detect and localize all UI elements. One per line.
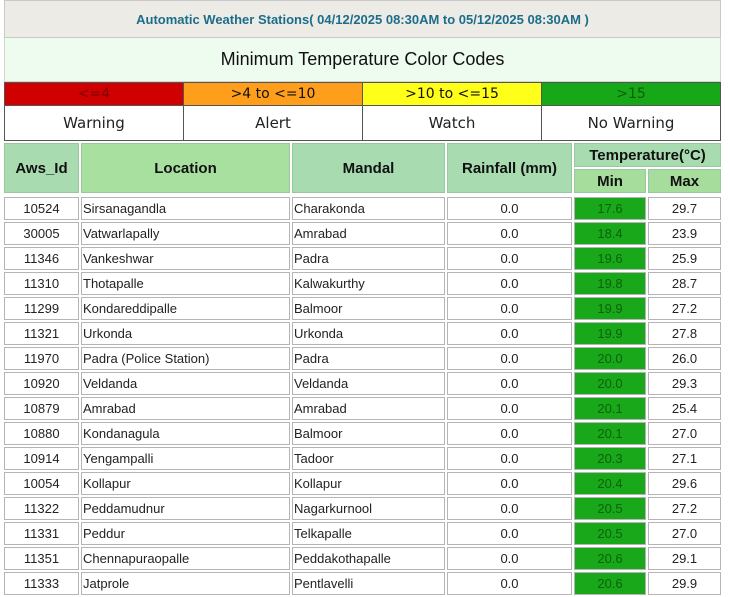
header-min[interactable]: Min — [574, 169, 646, 193]
table-row — [4, 547, 721, 570]
legend-range-watch: >10 to <=15 — [363, 83, 542, 106]
legend-range-no-warning: >15 — [542, 83, 721, 106]
cell-min-temp: 20.1 — [574, 422, 646, 445]
cell-min-temp: 20.0 — [574, 347, 646, 370]
cell-min-temp: 20.5 — [574, 497, 646, 520]
cell-rainfall: 0.0 — [447, 372, 572, 395]
cell-mandal: Urkonda — [292, 322, 445, 345]
table-row — [4, 347, 721, 370]
table-row — [4, 472, 721, 495]
cell-min-temp: 20.5 — [574, 522, 646, 545]
cell-mandal: Peddakothapalle — [292, 547, 445, 570]
cell-mandal: Telkapalle — [292, 522, 445, 545]
cell-max-temp: 26.0 — [648, 347, 721, 370]
header-aws-id[interactable]: Aws_Id — [4, 143, 79, 193]
cell-mandal: Balmoor — [292, 297, 445, 320]
table-row — [4, 372, 721, 395]
table-row — [4, 247, 721, 270]
cell-rainfall: 0.0 — [447, 397, 572, 420]
table-row — [4, 222, 721, 245]
cell-aws-id: 11351 — [4, 547, 79, 570]
cell-mandal: Pentlavelli — [292, 572, 445, 595]
cell-max-temp: 25.9 — [648, 247, 721, 270]
header-rainfall[interactable]: Rainfall (mm) — [447, 143, 572, 193]
cell-location: Peddur — [81, 522, 290, 545]
cell-aws-id: 10879 — [4, 397, 79, 420]
cell-min-temp: 19.6 — [574, 247, 646, 270]
cell-min-temp: 19.9 — [574, 322, 646, 345]
legend-label-alert: Alert — [184, 106, 363, 141]
cell-location: Peddamudnur — [81, 497, 290, 520]
cell-rainfall: 0.0 — [447, 472, 572, 495]
cell-location: Sirsanagandla — [81, 197, 290, 220]
cell-location: Vankeshwar — [81, 247, 290, 270]
cell-mandal: Amrabad — [292, 222, 445, 245]
cell-rainfall: 0.0 — [447, 322, 572, 345]
cell-min-temp: 20.4 — [574, 472, 646, 495]
cell-location: Padra (Police Station) — [81, 347, 290, 370]
cell-aws-id: 10880 — [4, 422, 79, 445]
cell-max-temp: 25.4 — [648, 397, 721, 420]
cell-min-temp: 18.4 — [574, 222, 646, 245]
header-temperature: Temperature(°C) — [574, 143, 721, 167]
cell-mandal: Amrabad — [292, 397, 445, 420]
cell-max-temp: 27.0 — [648, 522, 721, 545]
cell-location: Veldanda — [81, 372, 290, 395]
cell-aws-id: 11346 — [4, 247, 79, 270]
cell-location: Thotapalle — [81, 272, 290, 295]
cell-location: Kollapur — [81, 472, 290, 495]
table-row — [4, 322, 721, 345]
cell-aws-id: 10920 — [4, 372, 79, 395]
cell-max-temp: 27.1 — [648, 447, 721, 470]
cell-rainfall: 0.0 — [447, 272, 572, 295]
cell-location: Amrabad — [81, 397, 290, 420]
table-row — [4, 522, 721, 545]
cell-aws-id: 30005 — [4, 222, 79, 245]
table-row — [4, 272, 721, 295]
cell-rainfall: 0.0 — [447, 447, 572, 470]
cell-rainfall: 0.0 — [447, 547, 572, 570]
cell-min-temp: 19.8 — [574, 272, 646, 295]
cell-mandal: Balmoor — [292, 422, 445, 445]
table-row — [4, 497, 721, 520]
cell-aws-id: 11331 — [4, 522, 79, 545]
cell-aws-id: 11310 — [4, 272, 79, 295]
cell-location: Vatwarlapally — [81, 222, 290, 245]
cell-mandal: Nagarkurnool — [292, 497, 445, 520]
cell-aws-id: 11321 — [4, 322, 79, 345]
cell-location: Jatprole — [81, 572, 290, 595]
cell-aws-id: 10524 — [4, 197, 79, 220]
cell-max-temp: 29.9 — [648, 572, 721, 595]
cell-min-temp: 19.9 — [574, 297, 646, 320]
header-location[interactable]: Location — [81, 143, 290, 193]
cell-max-temp: 28.7 — [648, 272, 721, 295]
legend-label-warning: Warning — [5, 106, 184, 141]
header-max[interactable]: Max — [648, 169, 721, 193]
cell-location: Kondanagula — [81, 422, 290, 445]
cell-max-temp: 27.0 — [648, 422, 721, 445]
table-row — [4, 197, 721, 220]
cell-location: Yengampalli — [81, 447, 290, 470]
table-row — [4, 447, 721, 470]
cell-max-temp: 27.2 — [648, 497, 721, 520]
cell-location: Kondareddipalle — [81, 297, 290, 320]
table-row — [4, 397, 721, 420]
cell-aws-id: 10914 — [4, 447, 79, 470]
weather-station-table — [2, 141, 723, 597]
table-row — [4, 572, 721, 595]
cell-min-temp: 20.3 — [574, 447, 646, 470]
legend-range-warning: <=4 — [5, 83, 184, 106]
header-mandal[interactable]: Mandal — [292, 143, 445, 193]
page-title: Automatic Weather Stations( 04/12/2025 08:30AM to 05/12/2025 08:30AM ) — [4, 0, 721, 38]
cell-max-temp: 27.8 — [648, 322, 721, 345]
color-code-legend — [4, 82, 721, 141]
cell-rainfall: 0.0 — [447, 347, 572, 370]
table-row — [4, 297, 721, 320]
cell-max-temp: 29.1 — [648, 547, 721, 570]
cell-aws-id: 10054 — [4, 472, 79, 495]
cell-location: Urkonda — [81, 322, 290, 345]
cell-mandal: Veldanda — [292, 372, 445, 395]
legend-label-no-warning: No Warning — [542, 106, 721, 141]
cell-max-temp: 29.7 — [648, 197, 721, 220]
cell-min-temp: 17.6 — [574, 197, 646, 220]
cell-mandal: Tadoor — [292, 447, 445, 470]
cell-aws-id: 11322 — [4, 497, 79, 520]
cell-aws-id: 11299 — [4, 297, 79, 320]
cell-max-temp: 29.3 — [648, 372, 721, 395]
cell-min-temp: 20.6 — [574, 572, 646, 595]
cell-rainfall: 0.0 — [447, 222, 572, 245]
cell-mandal: Kalwakurthy — [292, 272, 445, 295]
cell-rainfall: 0.0 — [447, 522, 572, 545]
cell-rainfall: 0.0 — [447, 247, 572, 270]
cell-max-temp: 23.9 — [648, 222, 721, 245]
cell-rainfall: 0.0 — [447, 497, 572, 520]
cell-min-temp: 20.1 — [574, 397, 646, 420]
legend-range-alert: >4 to <=10 — [184, 83, 363, 106]
cell-aws-id: 11970 — [4, 347, 79, 370]
cell-mandal: Charakonda — [292, 197, 445, 220]
legend-title: Minimum Temperature Color Codes — [4, 38, 721, 82]
cell-rainfall: 0.0 — [447, 422, 572, 445]
cell-max-temp: 29.6 — [648, 472, 721, 495]
table-body — [4, 197, 721, 595]
cell-rainfall: 0.0 — [447, 297, 572, 320]
cell-rainfall: 0.0 — [447, 572, 572, 595]
cell-mandal: Kollapur — [292, 472, 445, 495]
cell-mandal: Padra — [292, 247, 445, 270]
cell-rainfall: 0.0 — [447, 197, 572, 220]
legend-label-watch: Watch — [363, 106, 542, 141]
cell-location: Chennapuraopalle — [81, 547, 290, 570]
cell-max-temp: 27.2 — [648, 297, 721, 320]
report-container — [4, 0, 721, 597]
cell-min-temp: 20.6 — [574, 547, 646, 570]
table-row — [4, 422, 721, 445]
cell-aws-id: 11333 — [4, 572, 79, 595]
cell-min-temp: 20.0 — [574, 372, 646, 395]
cell-mandal: Padra — [292, 347, 445, 370]
